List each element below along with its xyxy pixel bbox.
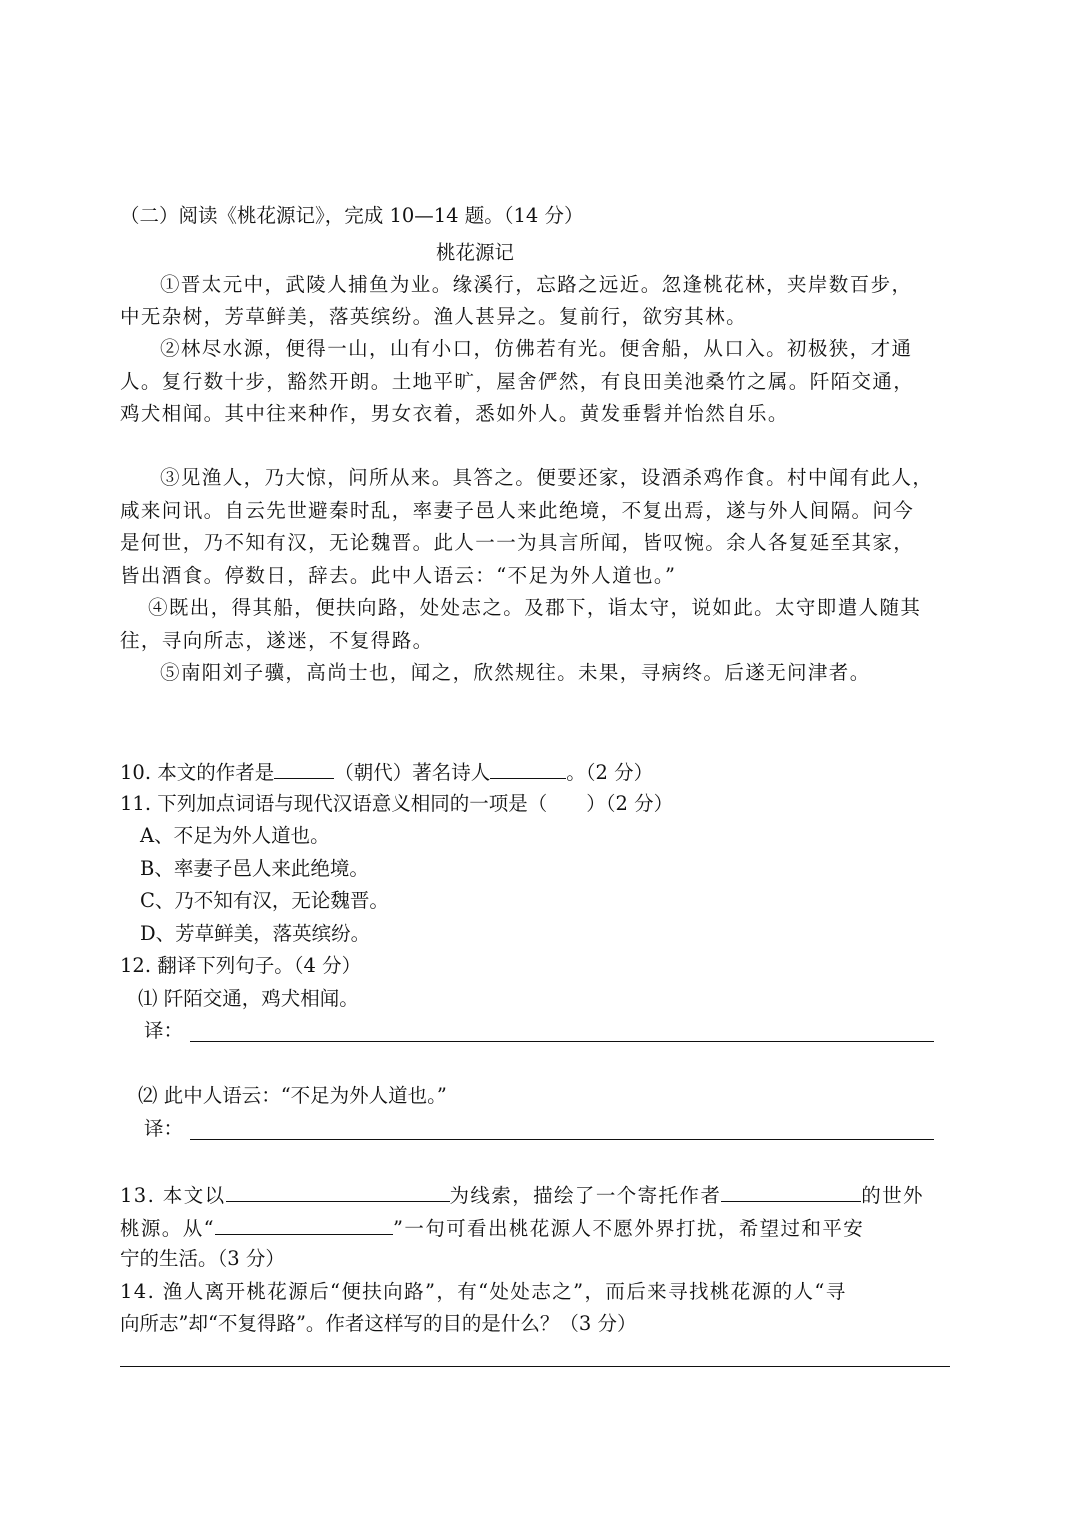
question-13-line-2 [120, 1212, 864, 1244]
q11-option-d: D、芳草鲜美，落英缤纷。 [140, 922, 371, 945]
question-11-stem: 11. 下列加点词语与现代汉语意义相同的一项是（ ）（2 分） [120, 792, 674, 815]
passage-line: 中无杂树，芳草鲜美，落英缤纷。渔人甚异之。复前行，欲穷其林。 [120, 305, 748, 328]
q13-text-4: 桃源。从“ [120, 1217, 215, 1240]
q10-poet-blank[interactable] [490, 756, 566, 779]
q13-text-1: 13. 本文以 [120, 1184, 226, 1207]
passage-line: ③见渔人，乃大惊，问所从来。具答之。便要还家，设酒杀鸡作食。村中闻有此人， [160, 466, 934, 489]
section-heading: （二）阅读《桃花源记》，完成 10—14 题。（14 分） [120, 204, 584, 227]
q12-item-1: ⑴ 阡陌交通，鸡犬相闻。 [138, 987, 359, 1010]
q13-text-5: ”一句可看出桃花源人不愿外界打扰，希望过和平安 [392, 1217, 865, 1240]
question-14-line-1: 14. 渔人离开桃花源后“便扶向路”，有“处处志之”，而后来寻找桃花源的人“寻 [120, 1280, 847, 1303]
q10-text-before: 10. 本文的作者是 [120, 761, 275, 784]
q13-text-2: 为线索，描绘了一个寄托作者 [449, 1184, 722, 1207]
q10-text-after: 。（2 分） [566, 761, 654, 784]
q10-dynasty-blank[interactable] [274, 756, 334, 779]
question-10 [120, 756, 653, 788]
q11-option-c: C、乃不知有汉，无论魏晋。 [140, 889, 389, 912]
q12-answer-line-1[interactable] [190, 1041, 934, 1042]
passage-line: 人。复行数十步，豁然开朗。土地平旷，屋舍俨然，有良田美池桑竹之属。阡陌交通， [120, 370, 915, 393]
passage-line: 往，寻向所志，遂迷，不复得路。 [120, 629, 434, 652]
q12-translate-label-1: 译： [144, 1019, 184, 1042]
q14-answer-line[interactable] [120, 1366, 950, 1367]
passage-line: 鸡犬相闻。其中往来种作，男女衣着，悉如外人。黄发垂髫并怡然自乐。 [120, 402, 789, 425]
question-14-line-2: 向所志”却“不复得路”。作者这样写的目的是什么？（3 分） [120, 1312, 637, 1335]
passage-title: 桃花源记 [436, 241, 515, 264]
passage-line: ④既出，得其船，便扶向路，处处志之。及郡下，诣太守，说如此。太守即遣人随其 [148, 596, 922, 619]
passage-line: ②林尽水源，便得一山，山有小口，仿佛若有光。便舍船，从口入。初极狭，才通 [160, 337, 913, 360]
passage-line: ⑤南阳刘子骥，高尚士也，闻之，欣然规往。未果，寻病终。后遂无问津者。 [160, 661, 871, 684]
q10-text-middle: （朝代）著名诗人 [334, 761, 491, 784]
q13-ideal-blank[interactable] [721, 1179, 861, 1202]
q12-translate-label-2: 译： [144, 1117, 184, 1140]
q11-option-b: B、率妻子邑人来此绝境。 [140, 857, 369, 880]
passage-line: 咸来问讯。自云先世避秦时乱，率妻子邑人来此绝境，不复出焉，遂与外人间隔。问今 [120, 499, 915, 522]
q12-answer-line-2[interactable] [190, 1139, 934, 1140]
passage-line: ①晋太元中，武陵人捕鱼为业。缘溪行，忘路之远近。忽逢桃花林，夹岸数百步， [160, 273, 913, 296]
passage-line: 皆出酒食。停数日，辞去。此中人语云：“不足为外人道也。” [120, 564, 677, 587]
q13-text-3: 的世外 [861, 1184, 924, 1207]
passage-line: 是何世，乃不知有汉，无论魏晋。此人一一为具言所闻，皆叹惋。余人各复延至其家， [120, 531, 915, 554]
question-13-line-3: 宁的生活。（3 分） [120, 1247, 285, 1270]
question-13-line-1 [120, 1179, 924, 1211]
q11-option-a: A、不足为外人道也。 [140, 824, 330, 847]
q12-item-2: ⑵ 此中人语云：“不足为外人道也。” [138, 1084, 447, 1107]
q13-clue-blank[interactable] [226, 1179, 450, 1202]
q13-sentence-blank[interactable] [215, 1212, 393, 1235]
question-12-stem: 12. 翻译下列句子。（4 分） [120, 954, 362, 977]
